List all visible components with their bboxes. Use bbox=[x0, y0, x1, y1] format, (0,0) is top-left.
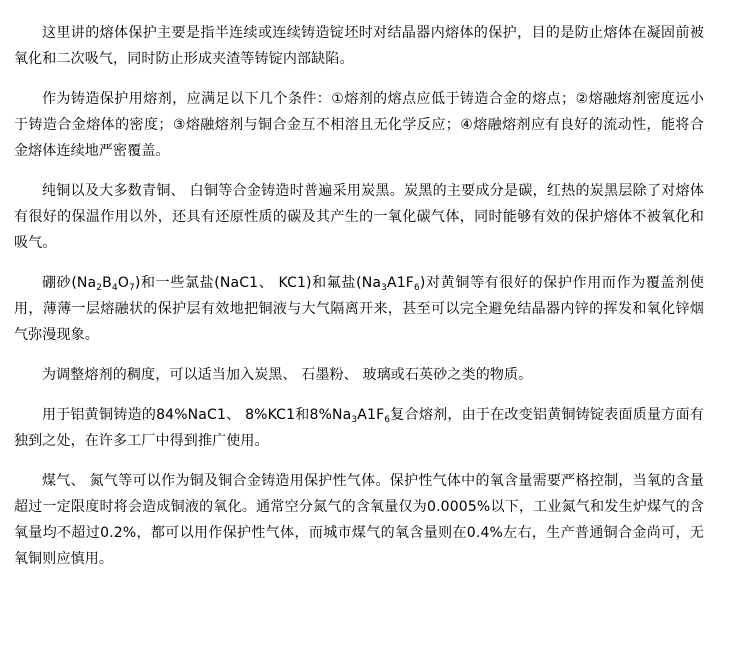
text-run: 为调整熔剂的稠度，可以适当加入炭黑、 石墨粉、 玻璃或石英砂之类的物质。 bbox=[42, 367, 533, 383]
text-run: )对黄铜等有很好的保护作用而作为覆盖剂使用，薄薄一层熔融状的保护层有效地把铜液与大气隔离开来，甚至可以完全避免结晶器内锌的挥发和氧化锌烟气弥漫现象。 bbox=[14, 275, 704, 343]
paragraph-flux-consistency bbox=[14, 362, 704, 388]
subscript: 6 bbox=[384, 415, 391, 425]
text-run: A1F bbox=[387, 275, 415, 291]
text-run: 这里讲的熔体保护主要是指半连续或连续铸造锭坯时对结晶器内熔体的保护，目的是防止熔体在凝固前被氧化和二次吸气，同时防止形成夹渣等铸锭内部缺陷。 bbox=[14, 25, 704, 67]
text-run: 复合熔剂，由于在改变铝黄铜铸锭表面质量方面有独到之处，在许多工厂中得到推广使用。 bbox=[14, 407, 704, 449]
text-run: 用于铝黄铜铸造的84%NaC1、 8%KC1和8%Na bbox=[42, 407, 352, 423]
subscript: 2 bbox=[96, 283, 103, 293]
text-run: 作为铸造保护用熔剂，应满足以下几个条件：①熔剂的熔点应低于铸造合金的熔点；②熔融熔剂密度远小于铸造合金熔体的密度；③熔融熔剂与铜合金互不相溶且无化学反应；④熔融熔剂应有良好的流动性，能将合金熔体连续地严密覆盖。 bbox=[14, 91, 704, 159]
text-run: B bbox=[102, 275, 112, 291]
paragraph-carbon-black bbox=[14, 178, 704, 256]
paragraph-borax-salts bbox=[14, 270, 704, 348]
subscript: 6 bbox=[414, 283, 420, 293]
text-run: )和一些氯盐(NaC1、 KC1)和氟盐(Na bbox=[134, 275, 382, 291]
text-run: A1F bbox=[357, 407, 385, 423]
subscript: 3 bbox=[381, 283, 388, 293]
paragraph-aluminum-brass-flux bbox=[14, 402, 704, 454]
paragraph-melt-protection bbox=[14, 20, 704, 72]
text-run: O bbox=[117, 275, 129, 291]
subscript: 4 bbox=[111, 283, 118, 293]
subscript: 3 bbox=[351, 415, 358, 425]
text-run: 硼砂(Na bbox=[42, 275, 97, 291]
subscript: 7 bbox=[129, 283, 135, 293]
text-run: 煤气、 氮气等可以作为铜及铜合金铸造用保护性气体。保护性气体中的氧含量需要严格控制，当氧的含量超过一定限度时将会造成铜液的氧化。通常空分氮气的含氧量仅为0.0005%以下，工业氮气和发生炉煤气的含氧量均不超过0.2%，都可以用作保护性气体，而城市煤气的氧含量则在0.4%左右，生产普通铜合金尚可，无氧铜则应慎用。 bbox=[14, 473, 704, 567]
paragraph-flux-requirements bbox=[14, 86, 704, 164]
text-run: 纯铜以及大多数青铜、 白铜等合金铸造时普遍采用炭黑。炭黑的主要成分是碳，红热的炭黑层除了对熔体有很好的保温作用以外，还具有还原性质的碳及其产生的一氧化碳气体，同时能够有效的保护熔体不被氧化和吸气。 bbox=[14, 183, 704, 251]
paragraph-protective-gas bbox=[14, 468, 704, 572]
